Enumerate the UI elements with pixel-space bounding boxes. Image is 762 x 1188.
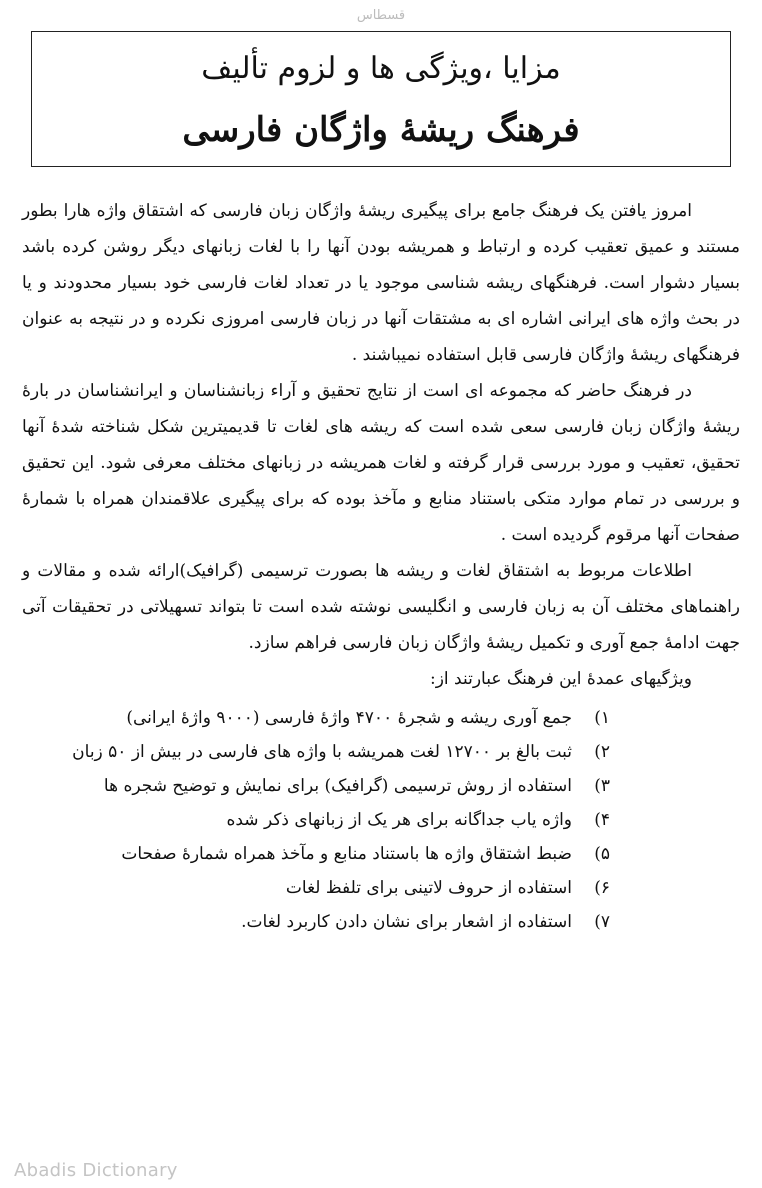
feature-text: جمع آوری ریشه و شجرهٔ ۴۷۰۰ واژهٔ فارسی (۹۰۰۰ واژهٔ ایرانی) — [126, 708, 572, 728]
paragraph-3: اطلاعات مربوط به اشتقاق لغات و ریشه ها بصورت ترسیمی (گرافیک)ارائه شده و مقالات و راهنماهای مختلف آن به زبان فارسی و انگلیسی نوشته شده است تا بتواند تسهیلاتی در تحقیقات آتی جهت ادامهٔ جمع آوری و تکمیل ریشهٔ واژگان زبان فارسی فراهم سازد. — [22, 561, 740, 653]
features-intro: ویژگیهای عمدهٔ این فرهنگ عبارتند از: — [429, 669, 692, 689]
paragraph-1: امروز یافتن یک فرهنگ جامع برای پیگیری ریشهٔ واژگان زبان فارسی که اشتقاق واژه هارا بطور مستند و عمیق تعقیب کرده و ارتباط و همریشه بودن آنها را با لغات زبانهای دیگر روشن کرده باشد بسیار دشوار است. فرهنگهای ریشه شناسی موجود یا در تعداد لغات فارسی خود بسیار محدودند و یا در بحث واژه های ایرانی اشاره ای به مشتقات آنها در زبان فارسی امروزی نکرده و در نتیجه به عنوان فرهنگهای ریشهٔ واژگان فارسی قابل استفاده نمیباشند . — [22, 201, 740, 365]
feature-number: ۵) — [594, 844, 610, 864]
features-list — [22, 701, 740, 939]
feature-item — [22, 837, 740, 871]
title-line-2: فرهنگ ریشهٔ واژگان فارسی — [182, 110, 580, 150]
publisher-label: قسطاس — [356, 8, 406, 23]
feature-item — [22, 905, 740, 939]
feature-item — [22, 803, 740, 837]
feature-number: ۱) — [594, 708, 610, 728]
paragraph-2: در فرهنگ حاضر که مجموعه ای است از نتایج تحقیق و آراء زبانشناسان و ایرانشناسان در بارهٔ ریشهٔ واژگان زبان فارسی سعی شده است که ریشه های لغات تا قدیمیترین شکل شناخته شدهٔ آنها تحقیق، تعقیب و مورد بررسی قرار گرفته و لغات همریشه در زبانهای مختلف معرفی شود. این تحقیق و بررسی در تمام موارد متکی باستناد منابع و مآخذ بوده که برای پیگیری علاقمندان همراه با شمارهٔ صفحات آنها مرقوم گردیده است . — [22, 381, 740, 545]
feature-item — [22, 769, 740, 803]
site-watermark: Abadis Dictionary — [14, 1160, 178, 1181]
feature-number: ۳) — [594, 776, 610, 796]
document-body — [22, 193, 740, 939]
feature-item — [22, 871, 740, 905]
feature-number: ۷) — [594, 912, 610, 932]
feature-text: استفاده از اشعار برای نشان دادن کاربرد لغات. — [241, 912, 572, 932]
feature-text: استفاده از حروف لاتینی برای تلفظ لغات — [285, 878, 572, 898]
feature-number: ۲) — [594, 742, 610, 762]
feature-text: ضبط اشتقاق واژه ها باستناد منابع و مآخذ همراه شمارهٔ صفحات — [121, 844, 572, 864]
feature-item — [22, 701, 740, 735]
feature-text: واژه یاب جداگانه برای هر یک از زبانهای ذکر شده — [226, 810, 572, 830]
feature-number: ۶) — [594, 878, 610, 898]
feature-text: استفاده از روش ترسیمی (گرافیک) برای نمایش و توضیح شجره ها — [103, 776, 572, 796]
feature-number: ۴) — [594, 810, 610, 830]
feature-item — [22, 735, 740, 769]
title-line-1: مزایا ،ویژگی ها و لزوم تألیف — [201, 51, 561, 86]
feature-text: ثبت بالغ بر ۱۲۷۰۰ لغت همریشه با واژه های فارسی در بیش از ۵۰ زبان — [72, 742, 572, 762]
title-box — [31, 31, 731, 167]
